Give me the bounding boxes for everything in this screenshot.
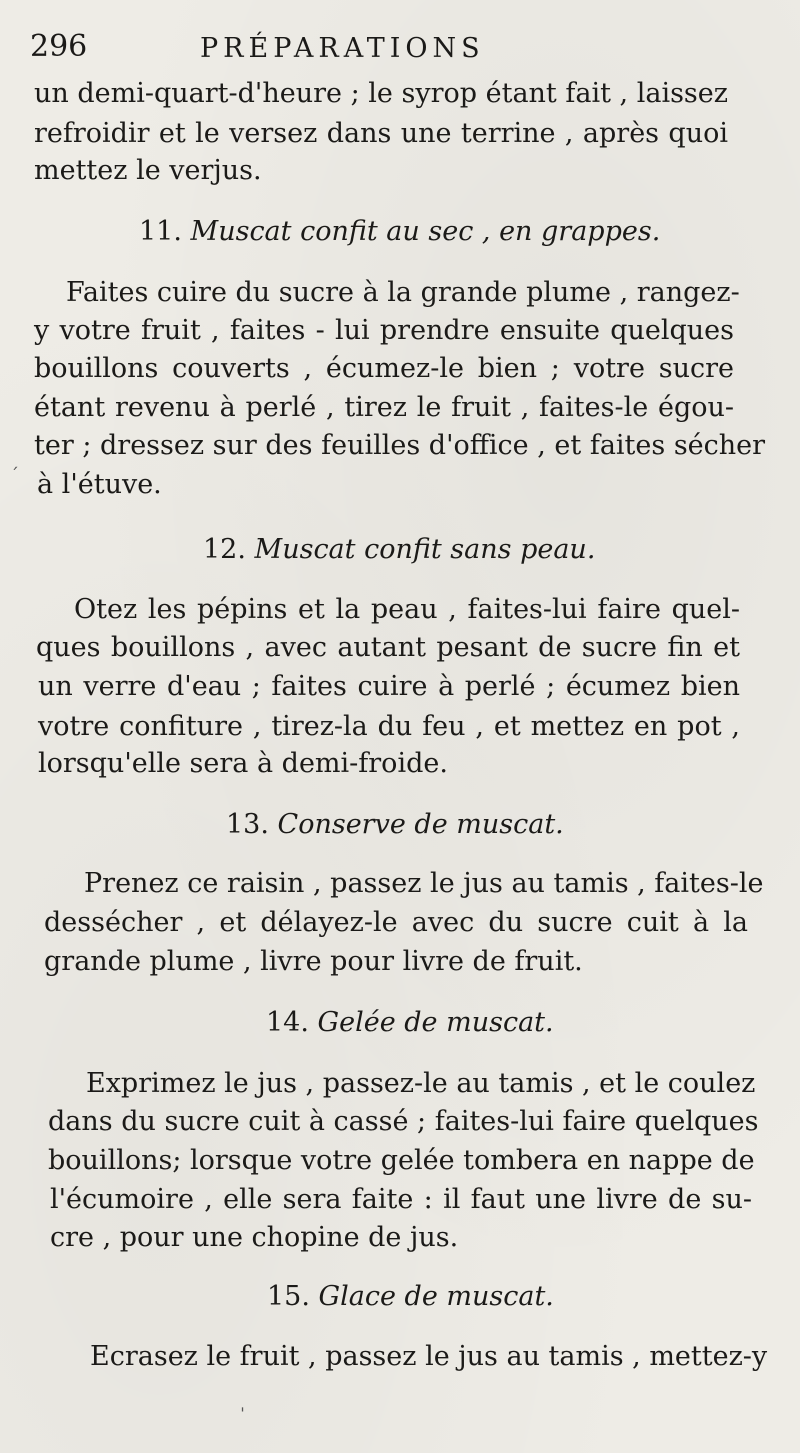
text-line: votre confiture , tirez-la du feu , et mettez en pot , — [38, 711, 740, 742]
section-title: Gelée de muscat. — [317, 1007, 554, 1038]
section-title: Conserve de muscat. — [277, 809, 564, 840]
text-line: bouillons couverts , écumez-le bien ; votre sucre — [34, 353, 734, 384]
section-number: 11. — [139, 216, 182, 247]
running-title: PRÉPARATIONS — [200, 33, 485, 64]
text-line: Prenez ce raisin , passez le jus au tamis , faites-le — [84, 868, 764, 899]
section-number: 14. — [266, 1007, 309, 1038]
text-line: refroidir et le versez dans une terrine , après quoi — [34, 118, 728, 149]
section-heading-14 — [266, 1005, 554, 1041]
page-header — [30, 26, 590, 66]
text-line: y votre fruit , faites - lui prendre ensuite quelques — [34, 315, 734, 346]
section-title: Muscat confit au sec , en grappes. — [190, 216, 661, 247]
text-line: grande plume , livre pour livre de fruit. — [44, 946, 583, 977]
text-line: ques bouillons , avec autant pesant de sucre fin et — [36, 632, 740, 663]
text-line: étant revenu à perlé , tirez le fruit , faites-le égou- — [34, 392, 734, 423]
stray-ink-mark: ˊ — [10, 465, 19, 486]
text-line: dessécher , et délayez-le avec du sucre cuit à la — [44, 907, 748, 938]
section-number: 13. — [226, 809, 269, 840]
text-line: à l'étuve. — [37, 469, 162, 500]
text-line: cre , pour une chopine de jus. — [50, 1222, 459, 1253]
text-line: Ecrasez le fruit , passez le jus au tamis , mettez-y — [90, 1341, 768, 1372]
text-line: lorsqu'elle sera à demi-froide. — [38, 748, 448, 779]
text-line: un demi-quart-d'heure ; le syrop étant fait , laissez — [34, 78, 728, 109]
page-number: 296 — [30, 29, 88, 64]
text-line: dans du sucre cuit à cassé ; faites-lui faire quelques — [48, 1106, 759, 1137]
section-heading-15 — [267, 1279, 554, 1315]
section-number: 12. — [203, 534, 246, 565]
section-heading-13 — [226, 807, 564, 843]
text-line: mettez le verjus. — [34, 155, 262, 186]
text-line: Otez les pépins et la peau , faites-lui faire quel- — [74, 594, 740, 625]
text-line: Exprimez le jus , passez-le au tamis , et le coulez — [86, 1068, 756, 1099]
section-title: Glace de muscat. — [318, 1281, 554, 1312]
section-heading-11 — [139, 214, 660, 250]
section-title: Muscat confit sans peau. — [254, 534, 596, 565]
text-line: un verre d'eau ; faites cuire à perlé ; écumez bien — [38, 671, 740, 702]
text-line: Faites cuire du sucre à la grande plume , rangez- — [66, 277, 740, 308]
section-number: 15. — [267, 1281, 310, 1312]
text-line: l'écumoire , elle sera faite : il faut une livre de su- — [50, 1184, 752, 1215]
stray-ink-mark: ˈ — [240, 1405, 245, 1426]
text-line: bouillons; lorsque votre gelée tombera en nappe de — [48, 1145, 755, 1176]
text-line: ter ; dressez sur des feuilles d'office , et faites sécher — [34, 430, 766, 461]
section-heading-12 — [203, 532, 595, 568]
